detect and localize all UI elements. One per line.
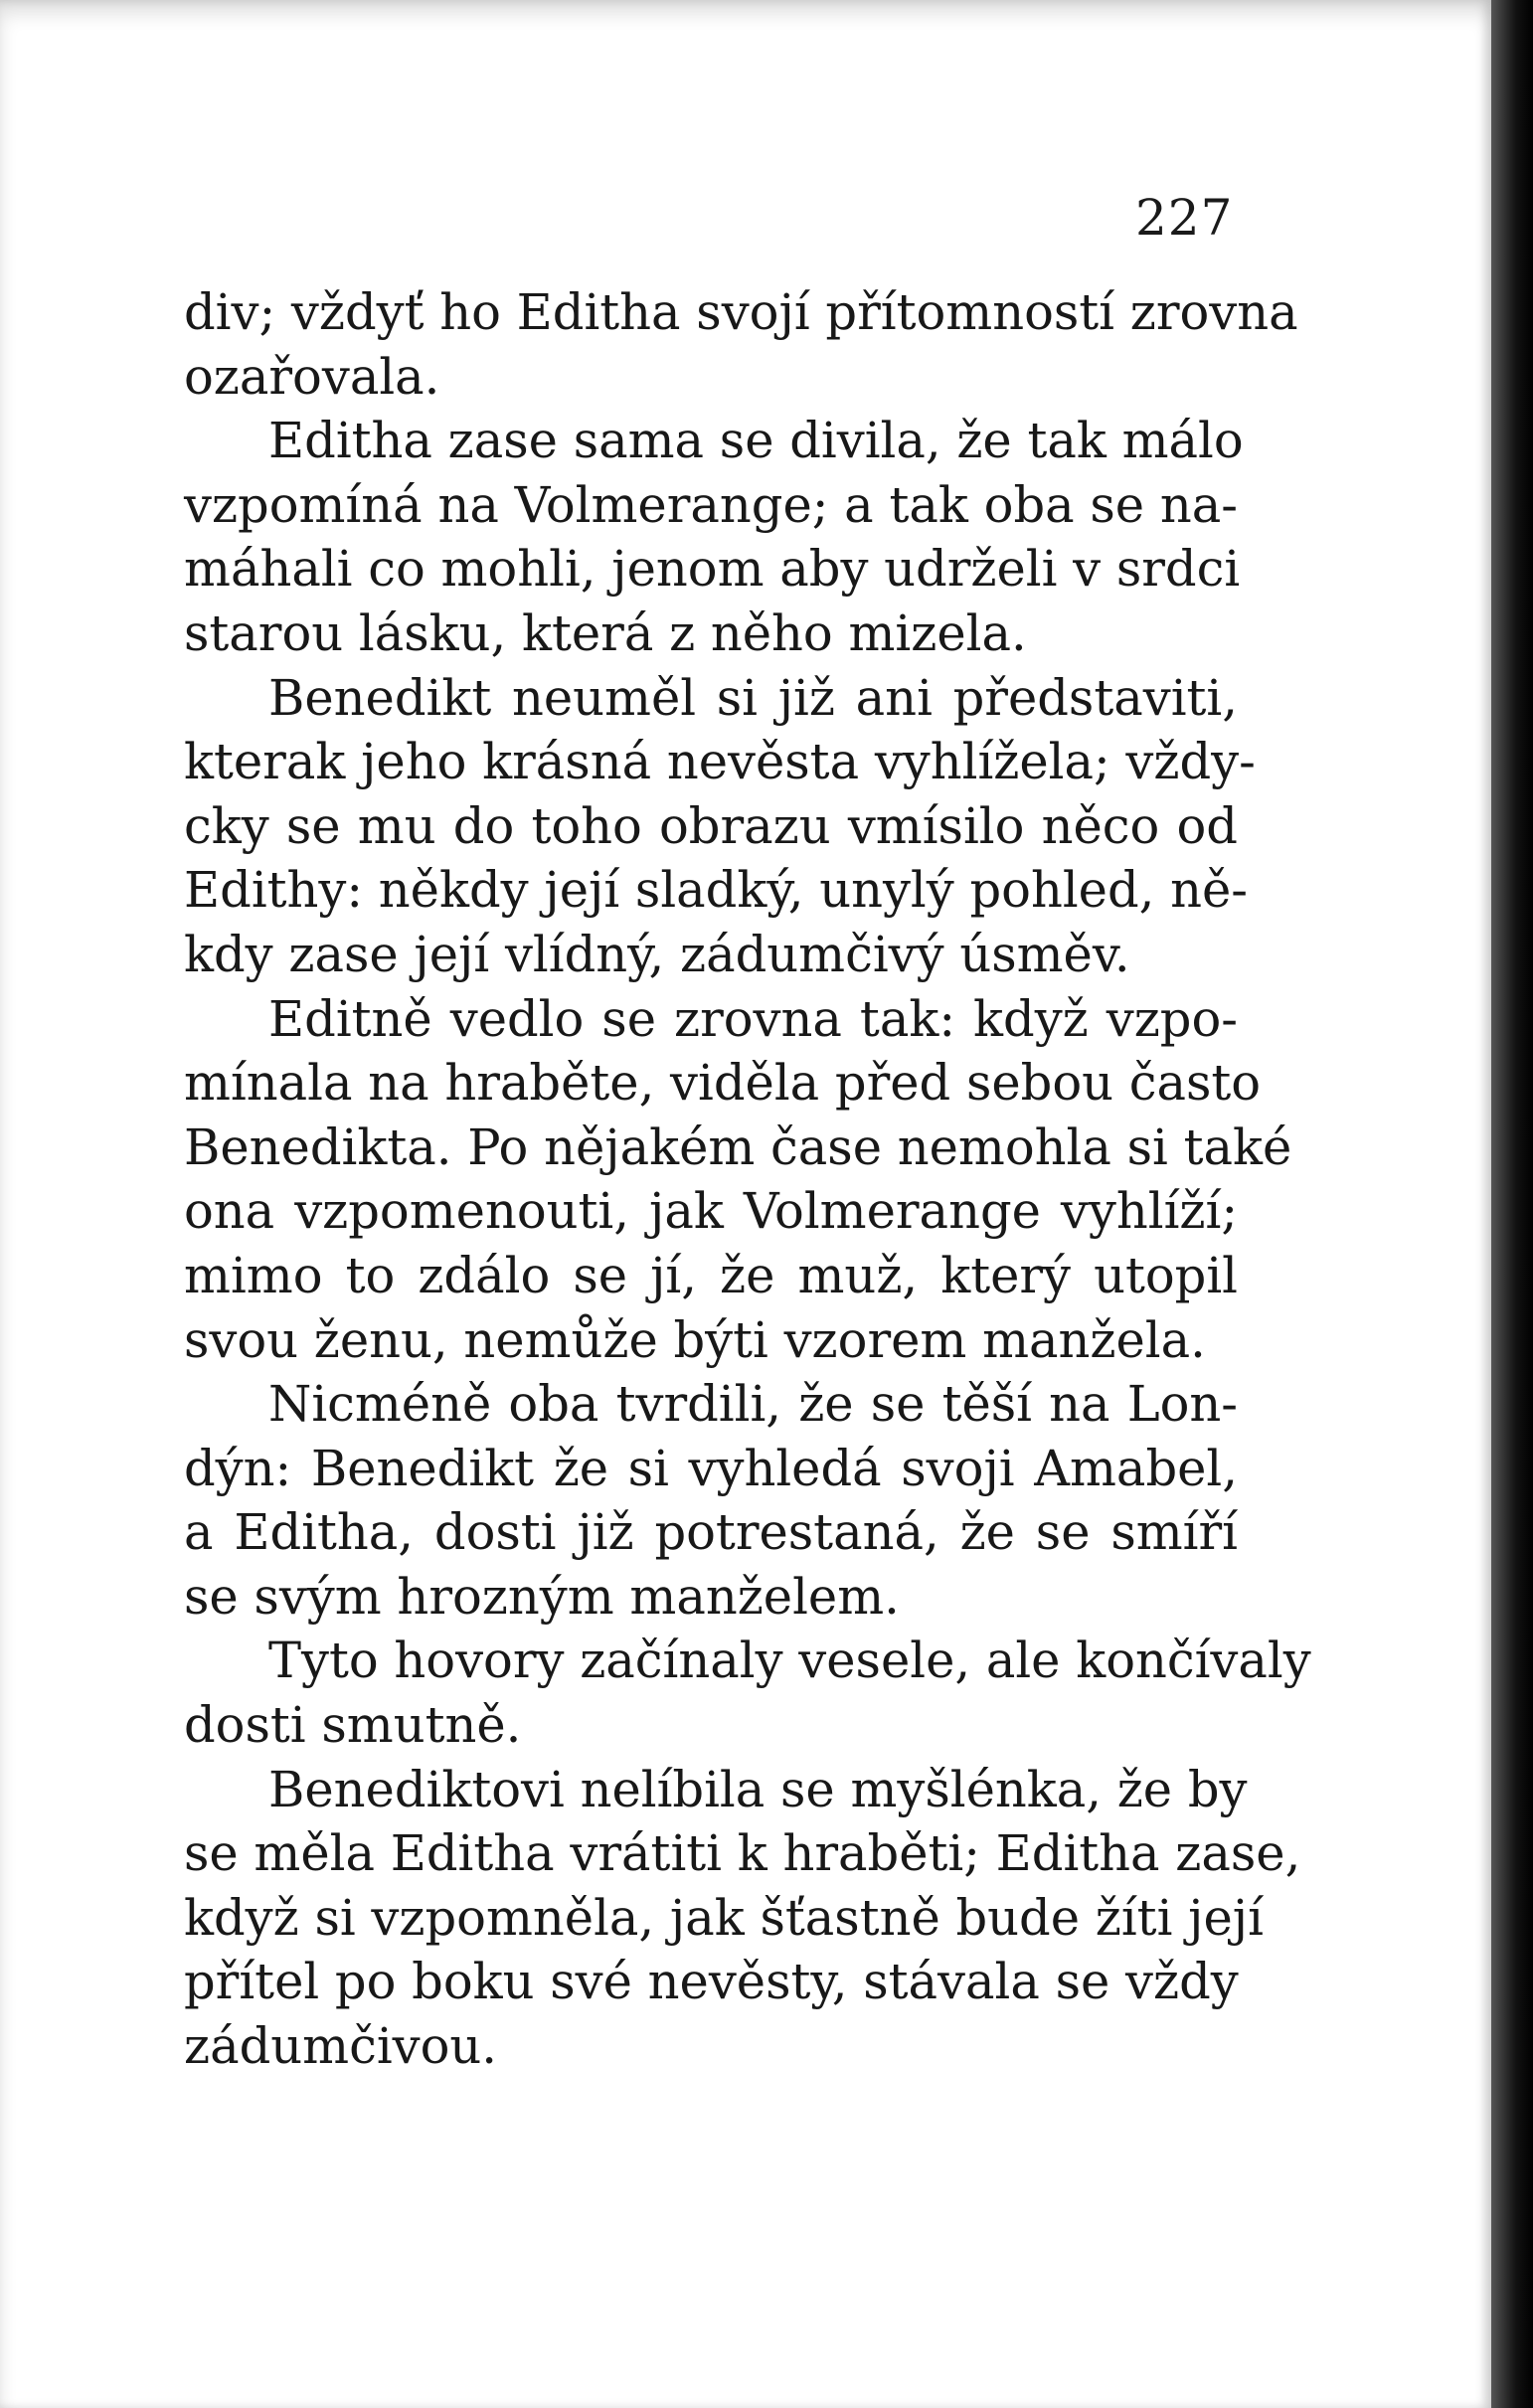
text-line: přítel po boku své nevěsty, stávala se vždy <box>184 1953 1239 2011</box>
text-line: kdy zase její vlídný, zádumčivý úsměv. <box>184 925 1130 983</box>
page-edge-shadow <box>1491 0 1533 2408</box>
text-line: Tyto hovory začínaly vesele, ale končívaly <box>268 1632 1311 1690</box>
text-line: Benedikta. Po nějakém čase nemohla si také <box>184 1118 1292 1176</box>
text-line: ona vzpomenouti, jak Volmerange vyhlíží; <box>184 1182 1238 1241</box>
text-line: se měla Editha vrátiti k hraběti; Editha zase, <box>184 1824 1301 1883</box>
text-line: Nicméně oba tvrdili, že se těší na Lon- <box>268 1375 1238 1434</box>
text-line: Editně vedlo se zrovna tak: když vzpo- <box>268 989 1238 1048</box>
text-line: se svým hrozným manželem. <box>184 1567 900 1626</box>
text-line: div; vždyť ho Editha svojí přítomností zrovna <box>184 283 1298 341</box>
text-line: ozařovala. <box>184 347 440 406</box>
page-number: 227 <box>1135 189 1234 247</box>
text-line: dosti smutně. <box>184 1696 522 1755</box>
text-line: a Editha, dosti již potrestaná, že se smíří <box>184 1503 1238 1562</box>
text-line: mínala na hraběte, viděla před sebou často <box>184 1054 1262 1113</box>
text-line: dýn: Benedikt že si vyhledá svoji Amabel, <box>184 1439 1238 1497</box>
text-line: Edithy: někdy její sladký, unylý pohled, ně- <box>184 861 1249 920</box>
text-line: když si vzpomněla, jak šťastně bude žíti její <box>184 1888 1264 1947</box>
text-line: Benediktovi nelíbila se myšlénka, že by <box>268 1760 1248 1818</box>
text-line: svou ženu, nemůže býti vzorem manžela. <box>184 1310 1206 1369</box>
text-line: máhali co mohli, jenom aby udrželi v srdci <box>184 540 1241 599</box>
body-text <box>184 280 1311 2079</box>
text-line: starou lásku, která z něho mizela. <box>184 603 1027 662</box>
text-line: kterak jeho krásná nevěsta vyhlížela; vždy- <box>184 733 1256 791</box>
text-line: vzpomíná na Volmerange; a tak oba se na- <box>184 475 1238 534</box>
text-line: zádumčivou. <box>184 2017 498 2076</box>
text-line: cky se mu do toho obrazu vmísilo něco od <box>184 796 1238 855</box>
text-line: mimo to zdálo se jí, že muž, který utopil <box>184 1246 1238 1304</box>
text-line: Editha zase sama se divila, že tak málo <box>268 412 1244 470</box>
text-line: Benedikt neuměl si již ani představiti, <box>268 668 1238 727</box>
